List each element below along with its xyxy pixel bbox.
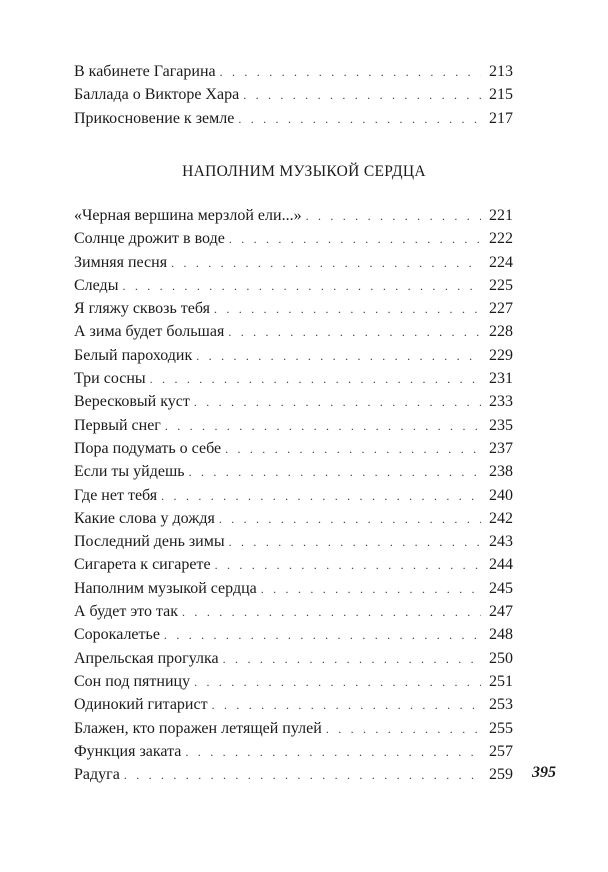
- toc-leader-dots: [196, 345, 481, 368]
- toc-leader-dots: [220, 61, 481, 84]
- toc-leader-dots: [171, 252, 481, 275]
- toc-main-list: [74, 204, 513, 786]
- toc-leader-dots: [238, 108, 481, 131]
- toc-entry-page: 233: [489, 393, 513, 411]
- toc-entry-title: Сон под пятницу: [74, 672, 191, 690]
- toc-entry-title: Наполним музыкой сердца: [74, 579, 257, 597]
- toc-leader-dots: [243, 84, 481, 107]
- toc-entry-title: Радуга: [74, 766, 120, 784]
- toc-entry: [74, 83, 513, 106]
- toc-entry-page: 251: [489, 672, 513, 690]
- toc-leader-dots: [194, 391, 481, 414]
- toc-leader-dots: [124, 764, 481, 787]
- toc-entry-title: Баллада о Викторе Хара: [74, 86, 240, 104]
- toc-entry: [74, 647, 513, 670]
- toc-entry-title: Какие слова у дождя: [74, 509, 215, 527]
- toc-entry-page: 240: [489, 486, 513, 504]
- toc-entry: [74, 297, 513, 320]
- toc-entry: [74, 204, 513, 227]
- toc-entry: [74, 460, 513, 483]
- toc-entry: [74, 227, 513, 250]
- toc-entry: [74, 367, 513, 390]
- toc-leader-dots: [150, 368, 481, 391]
- toc-entry-page: 257: [489, 742, 513, 760]
- toc-entry-title: В кабинете Гагарина: [74, 63, 216, 80]
- toc-entry: [74, 577, 513, 600]
- toc-top-list: [74, 60, 513, 130]
- toc-entry: [74, 600, 513, 623]
- toc-entry: [74, 60, 513, 83]
- toc-entry-title: Функция заката: [74, 742, 182, 760]
- toc-entry-page: 259: [489, 766, 513, 784]
- toc-leader-dots: [185, 741, 481, 764]
- toc-entry: [74, 414, 513, 437]
- toc-entry: [74, 670, 513, 693]
- toc-entry: [74, 623, 513, 646]
- toc-entry-page: 222: [489, 230, 513, 248]
- toc-entry-page: 224: [489, 253, 513, 271]
- toc-entry: [74, 437, 513, 460]
- toc-leader-dots: [326, 718, 481, 741]
- toc-entry-title: Последний день зимы: [74, 533, 225, 551]
- toc-entry-page: 247: [489, 603, 513, 621]
- toc-entry: [74, 344, 513, 367]
- toc-leader-dots: [161, 485, 481, 508]
- toc-leader-dots: [215, 554, 481, 577]
- toc-leader-dots: [194, 671, 481, 694]
- toc-entry-title: «Черная вершина мерзлой ели...»: [74, 207, 302, 224]
- toc-entry-page: 225: [489, 276, 513, 294]
- toc-leader-dots: [182, 601, 481, 624]
- toc-entry-page: 248: [489, 626, 513, 644]
- toc-entry: [74, 107, 513, 130]
- toc-entry-title: Сигарета к сигарете: [74, 556, 211, 574]
- toc-leader-dots: [228, 321, 481, 344]
- toc-entry-page: 255: [489, 719, 513, 737]
- toc-entry-title: Пора подумать о себе: [74, 439, 222, 457]
- toc-entry-page: 237: [489, 439, 513, 457]
- toc-entry-title: Я гляжу сквозь тебя: [74, 300, 210, 318]
- toc-leader-dots: [214, 298, 481, 321]
- toc-entry-title: Блажен, кто поражен летящей пулей: [74, 719, 322, 737]
- toc-entry-page: 227: [489, 300, 513, 318]
- toc-entry-title: Прикосновение к земле: [74, 109, 235, 127]
- toc-entry-title: А зима будет большая: [74, 323, 225, 341]
- toc-entry-title: Сорокалетье: [74, 626, 160, 644]
- toc-leader-dots: [306, 205, 481, 228]
- section-heading: НАПОЛНИМ МУЗЫКОЙ СЕРДЦА: [182, 163, 426, 180]
- toc-entry-title: Одинокий гитарист: [74, 696, 208, 714]
- toc-entry: [74, 740, 513, 763]
- toc-entry: [74, 251, 513, 274]
- toc-entry-title: Апрельская прогулка: [74, 649, 219, 667]
- toc-entry-page: 242: [489, 509, 513, 527]
- toc-entry-title: Первый снег: [74, 416, 161, 434]
- toc-leader-dots: [164, 624, 481, 647]
- page-number: 395: [532, 764, 556, 781]
- toc-entry: [74, 390, 513, 413]
- toc-entry-title: Следы: [74, 276, 119, 294]
- toc-entry: [74, 553, 513, 576]
- toc-entry-title: А будет это так: [74, 603, 179, 621]
- toc-entry-page: 238: [489, 463, 513, 481]
- toc-entry-page: 250: [489, 649, 513, 667]
- toc-entry-title: Белый пароходик: [74, 346, 193, 364]
- toc-entry-page: 245: [489, 579, 513, 597]
- toc-entry: [74, 274, 513, 297]
- toc-leader-dots: [212, 694, 481, 717]
- toc-entry-page: 221: [489, 207, 513, 224]
- toc-entry: [74, 484, 513, 507]
- toc-leader-dots: [122, 275, 481, 298]
- toc-leader-dots: [229, 228, 481, 251]
- toc-entry-title: Вересковый куст: [74, 393, 190, 411]
- toc-entry-title: Три сосны: [74, 370, 146, 388]
- toc-entry: [74, 530, 513, 553]
- toc-entry-page: 253: [489, 696, 513, 714]
- toc-entry: [74, 507, 513, 530]
- toc-entry-page: 228: [489, 323, 513, 341]
- toc-leader-dots: [225, 438, 481, 461]
- toc-entry-page: 229: [489, 346, 513, 364]
- toc-leader-dots: [261, 578, 481, 601]
- toc-entry-page: 213: [489, 63, 513, 80]
- toc-leader-dots: [189, 461, 481, 484]
- toc-entry-page: 217: [489, 109, 513, 127]
- toc-entry-page: 235: [489, 416, 513, 434]
- toc-entry: [74, 693, 513, 716]
- toc-entry-page: 243: [489, 533, 513, 551]
- toc-leader-dots: [165, 415, 481, 438]
- toc-entry-page: 244: [489, 556, 513, 574]
- toc-entry-title: Зимняя песня: [74, 253, 168, 271]
- toc-leader-dots: [223, 648, 481, 671]
- toc-entry-title: Где нет тебя: [74, 486, 158, 504]
- toc-entry-page: 215: [489, 86, 513, 104]
- toc-leader-dots: [219, 508, 481, 531]
- toc-entry: [74, 717, 513, 740]
- toc-entry: [74, 320, 513, 343]
- toc-leader-dots: [229, 531, 481, 554]
- toc-entry: [74, 763, 513, 786]
- toc-entry-page: 231: [489, 370, 513, 388]
- toc-entry-title: Солнце дрожит в воде: [74, 230, 225, 248]
- toc-entry-title: Если ты уйдешь: [74, 463, 185, 481]
